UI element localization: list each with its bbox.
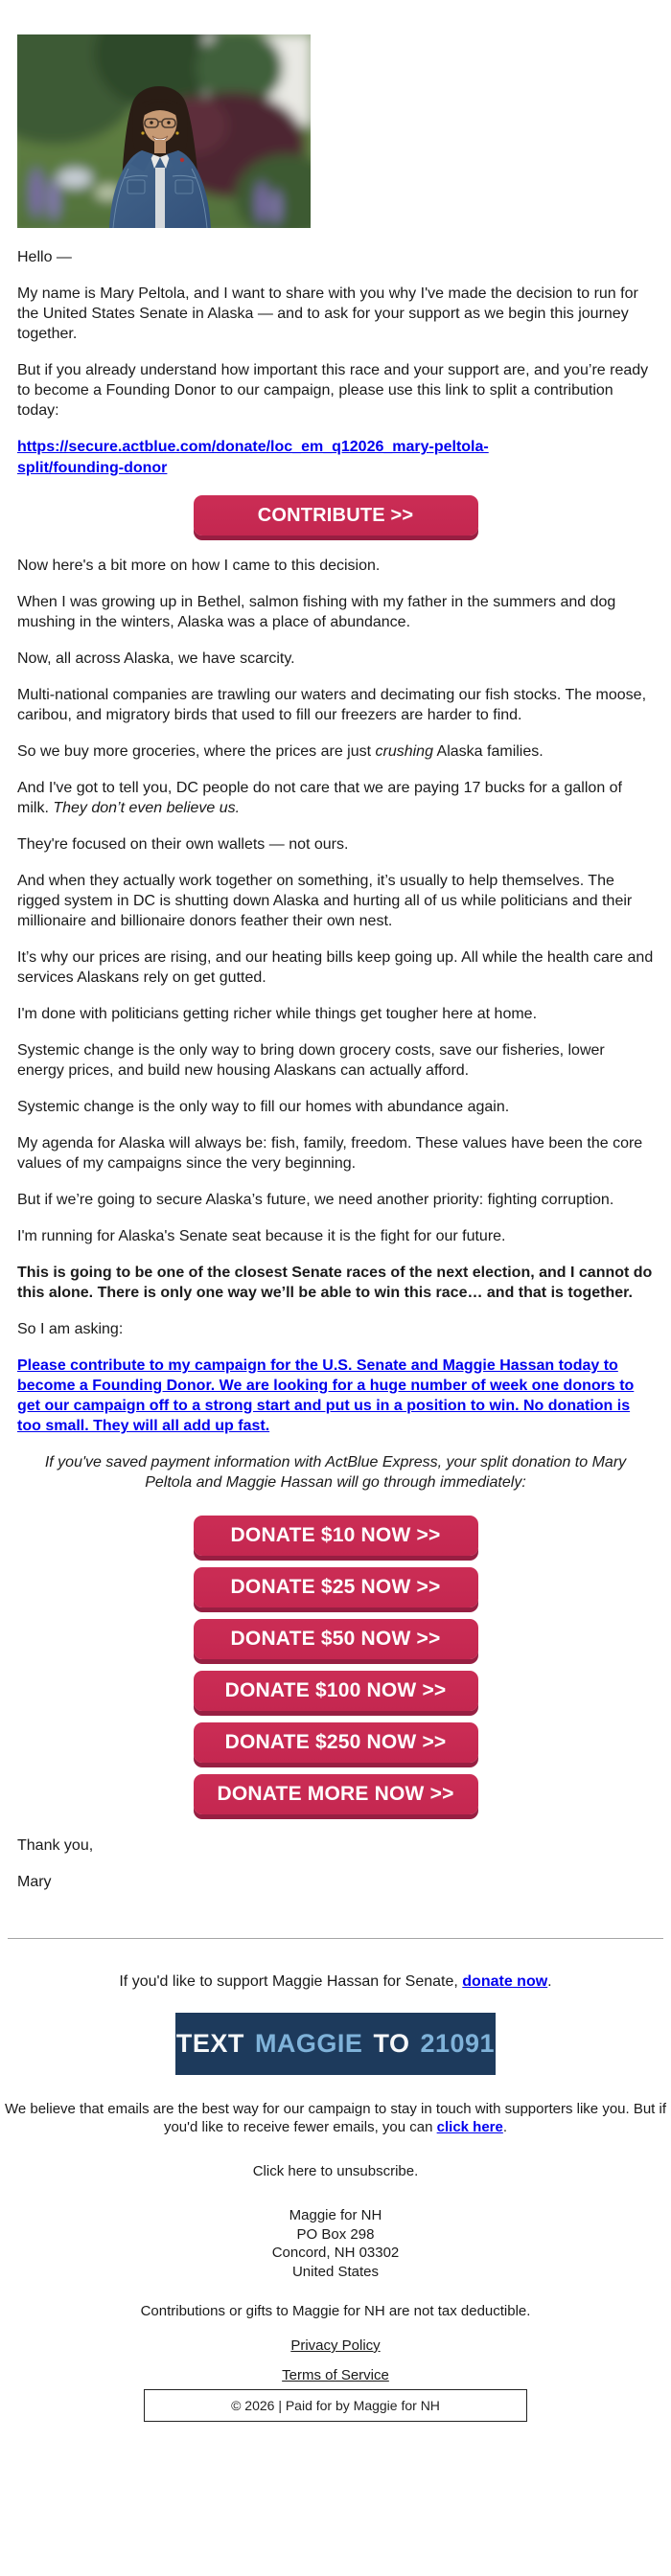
- please-contribute-link[interactable]: Please contribute to my campaign for the U.S. Senate and Maggie Hassan today to become a Founding Donor. We are looking for a huge number of week one donors to get our campaign off to a strong start and put us in a position to win. No donation is too small. They will all add up fast.: [17, 1357, 635, 1434]
- milk-paragraph: And I've got to tell you, DC people do not care that we are paying 17 bucks for a gallon of milk. They don’t even believe us.: [17, 780, 622, 816]
- greeting: Hello —: [17, 249, 72, 265]
- founding-donor-paragraph: But if you already understand how important this race and your support are, and you’re ready to become a Founding Donor to our campaign, please use this link to split a contribution today:: [17, 362, 649, 419]
- banner-word-maggie: MAGGIE: [254, 2029, 363, 2058]
- banner-word-text: TEXT: [175, 2029, 244, 2058]
- bethel-paragraph: When I was growing up in Bethel, salmon fishing with my father in the summers and dog mushing in the winters, Alaska was a place of abundance.: [17, 594, 616, 630]
- email-footer: [0, 1972, 671, 2422]
- donate-now-link[interactable]: donate now: [462, 1973, 548, 1990]
- donate-more-button[interactable]: DONATE MORE NOW >>: [194, 1774, 478, 1814]
- cta-link-paragraph: [17, 1356, 654, 1436]
- donate-10-button[interactable]: DONATE $10 NOW >>: [194, 1516, 478, 1556]
- text-maggie-banner[interactable]: [175, 2013, 496, 2075]
- closing-line: Thank you,: [17, 1837, 94, 1854]
- groceries-paragraph: So we buy more groceries, where the prices are just crushing Alaska families.: [17, 743, 544, 760]
- prices-paragraph: It’s why our prices are rising, and our heating bills keep going up. All while the health care and services Alaskans rely on get gutted.: [17, 949, 654, 986]
- support-maggie-line: If you'd like to support Maggie Hassan for Senate, donate now.: [119, 1973, 552, 1990]
- donate-250-button[interactable]: DONATE $250 NOW >>: [194, 1722, 478, 1763]
- signature: Mary: [17, 1874, 52, 1890]
- decision-paragraph: Now here's a bit more on how I came to this decision.: [17, 558, 381, 574]
- address-city: Concord, NH 03302: [271, 2245, 400, 2261]
- donate-100-button[interactable]: DONATE $100 NOW >>: [194, 1671, 478, 1711]
- address-country: United States: [291, 2263, 380, 2280]
- unsubscribe-line[interactable]: Click here to unsubscribe.: [252, 2163, 419, 2179]
- scarcity-paragraph: Now, all across Alaska, we have scarcity.: [17, 650, 295, 667]
- systemic-change-paragraph-1: Systemic change is the only way to bring down grocery costs, save our fisheries, lower energy prices, and build new housing Alaskans can actually afford.: [17, 1042, 605, 1079]
- actblue-express-note: If you've saved payment information with ActBlue Express, your split donation to Mary Peltola and Maggie Hassan will go through immediately:: [44, 1454, 627, 1491]
- running-paragraph: I'm running for Alaska's Senate seat because it is the fight for our future.: [17, 1228, 506, 1244]
- done-paragraph: I'm done with politicians getting richer while things get tougher here at home.: [17, 1006, 538, 1022]
- footer-divider: [8, 1938, 663, 1939]
- agenda-paragraph: My agenda for Alaska will always be: fish, family, freedom. These values have been the core values of my campaigns since the very beginning.: [17, 1135, 643, 1172]
- email-body: [0, 34, 671, 1892]
- companies-paragraph: Multi-national companies are trawling our waters and decimating our fish stocks. The moose, caribou, and migratory birds that used to fill our freezers are harder to find.: [17, 687, 647, 723]
- banner-word-to: TO: [373, 2029, 410, 2058]
- fewer-emails-line: We believe that emails are the best way for our campaign to stay in touch with supporters like you. But if you'd like to receive fewer emails, you can click here.: [4, 2101, 667, 2135]
- mailing-address: [0, 2206, 671, 2281]
- crushing-italic: crushing: [375, 743, 433, 760]
- tax-disclaimer: Contributions or gifts to Maggie for NH are not tax deductible.: [140, 2303, 531, 2319]
- address-po-box: PO Box 298: [296, 2225, 375, 2243]
- donate-url-paragraph: [17, 437, 654, 479]
- terms-of-service-link[interactable]: Terms of Service: [282, 2367, 389, 2383]
- believe-italic: They don’t even believe us.: [53, 800, 241, 816]
- actblue-split-link[interactable]: https://secure.actblue.com/donate/loc_em_q12026_mary-peltola- split/founding-donor: [17, 439, 489, 476]
- closest-race-paragraph: This is going to be one of the closest Senate races of the next election, and I cannot do this alone. There is only one way we’ll be able to win this race… and that is together.: [17, 1265, 653, 1301]
- banner-shortcode: 21091: [420, 2029, 496, 2058]
- address-org: Maggie for NH: [289, 2207, 382, 2223]
- privacy-policy-link[interactable]: Privacy Policy: [290, 2337, 381, 2354]
- click-here-link[interactable]: click here: [436, 2119, 503, 2135]
- intro-paragraph: My name is Mary Peltola, and I want to share with you why I've made the decision to run for the United States Senate in Alaska — and to ask for your support as we begin this journey together.: [17, 285, 638, 342]
- contribute-button[interactable]: CONTRIBUTE >>: [194, 495, 478, 536]
- corruption-paragraph: But if we’re going to secure Alaska’s future, we need another priority: fighting corruption.: [17, 1192, 614, 1208]
- donate-25-button[interactable]: DONATE $25 NOW >>: [194, 1567, 478, 1607]
- paid-for-box: © 2026 | Paid for by Maggie for NH: [144, 2389, 527, 2422]
- donate-button-stack: [17, 1516, 654, 1814]
- donate-50-button[interactable]: DONATE $50 NOW >>: [194, 1619, 478, 1659]
- systemic-change-paragraph-2: Systemic change is the only way to fill our homes with abundance again.: [17, 1099, 510, 1115]
- rigged-system-paragraph: And when they actually work together on something, it’s usually to help themselves. The rigged system in DC is shutting down Alaska and hurting all of us while politicians and their millionaire and billionaire donors feather their own nest.: [17, 873, 633, 929]
- asking-paragraph: So I am asking:: [17, 1321, 124, 1337]
- mary-peltola-photo: [17, 34, 311, 228]
- wallets-paragraph: They're focused on their own wallets — not ours.: [17, 836, 349, 853]
